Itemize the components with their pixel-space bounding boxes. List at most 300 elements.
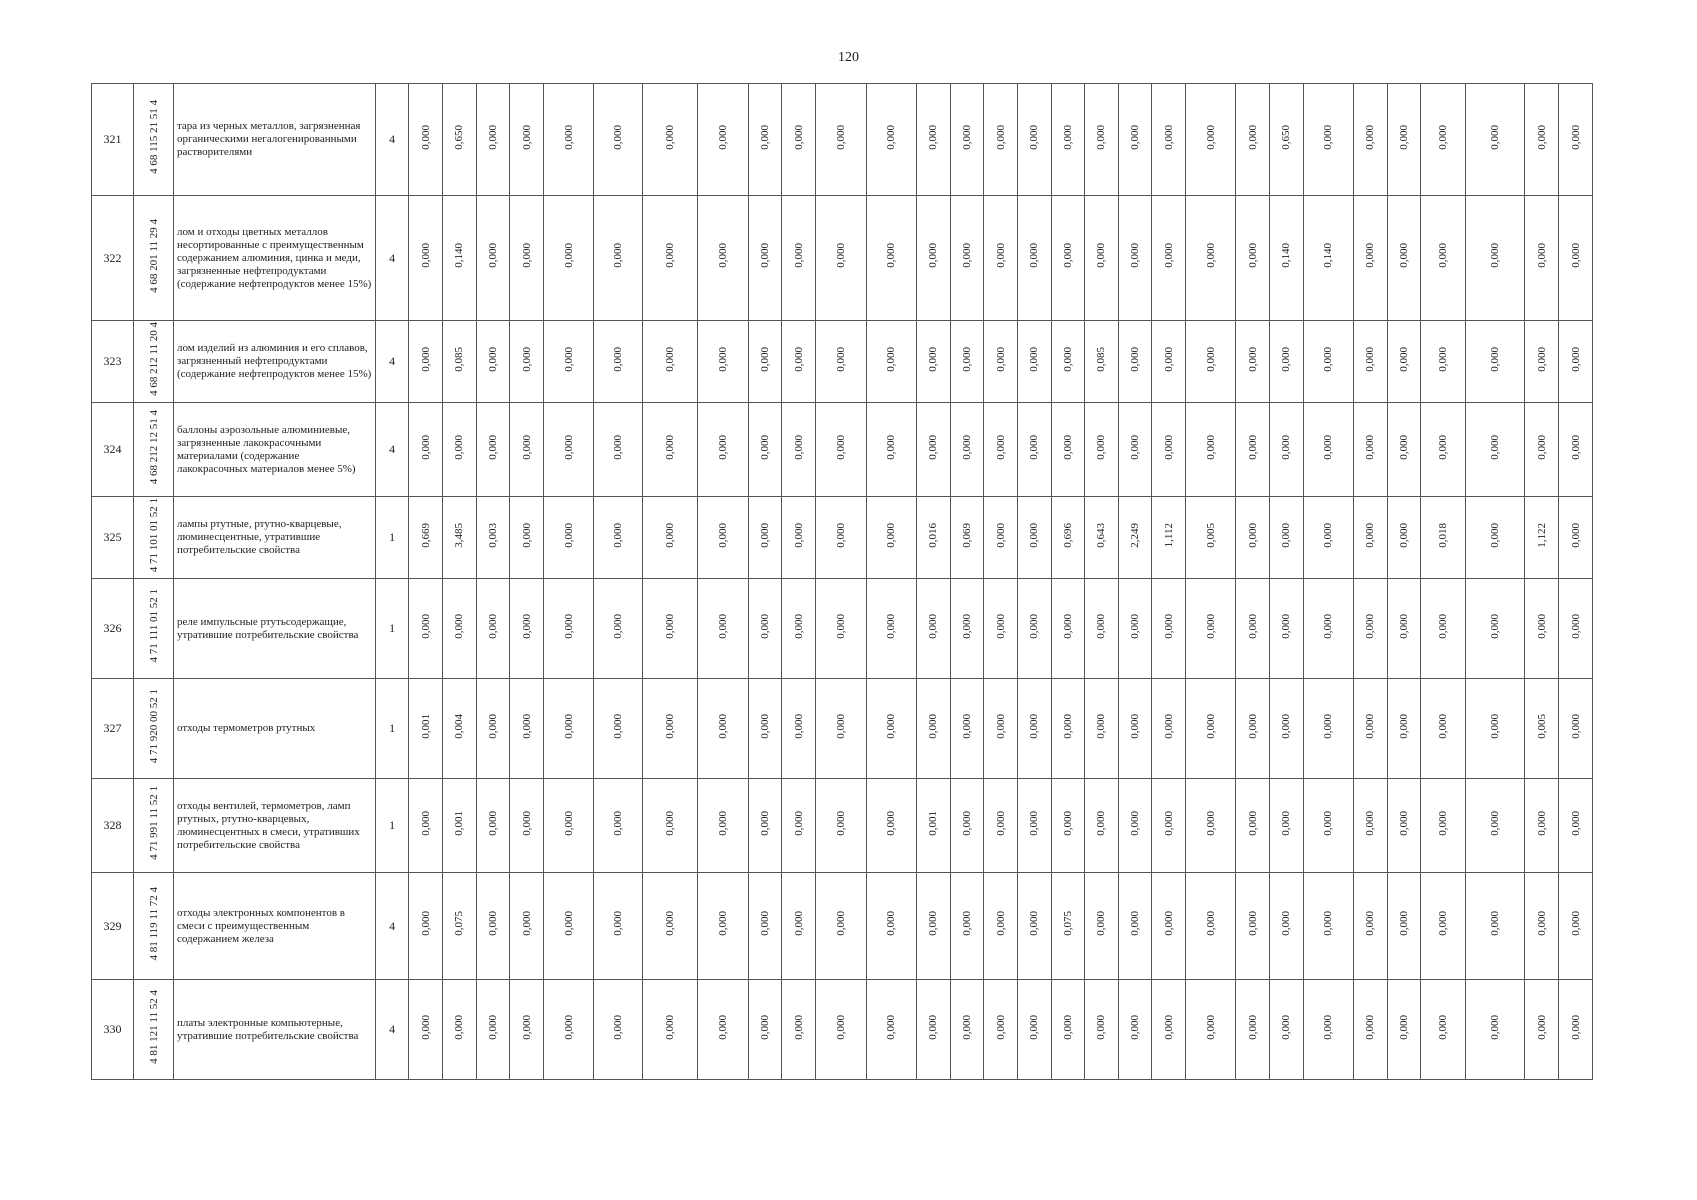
value-3-cell [476, 84, 510, 196]
value-25-cell [1354, 321, 1388, 403]
value-18-cell [1085, 980, 1119, 1080]
value-24: 0,000 [1322, 346, 1335, 372]
value-16: 0,000 [1028, 613, 1041, 639]
hazard-class: 4 [375, 403, 409, 497]
value-1-cell [409, 873, 443, 980]
value-7: 0,000 [664, 124, 677, 150]
value-5-cell [543, 873, 593, 980]
value-16: 0,000 [1028, 911, 1041, 936]
value-9-cell [748, 403, 782, 497]
value-13-cell [917, 579, 951, 679]
value-13-cell [917, 196, 951, 321]
value-7: 0,000 [664, 613, 677, 639]
value-2: 0,140 [453, 243, 466, 268]
value-27: 0,000 [1436, 346, 1449, 372]
value-7-cell [642, 497, 698, 579]
value-2-cell [443, 196, 477, 321]
value-3-cell [476, 873, 510, 980]
value-30: 0,000 [1569, 243, 1582, 268]
value-26-cell [1387, 403, 1421, 497]
value-27: 0,000 [1436, 713, 1449, 739]
value-13: 0,000 [927, 613, 940, 639]
value-19-cell [1118, 873, 1152, 980]
value-29: 0,000 [1535, 911, 1548, 936]
value-24: 0,000 [1322, 911, 1335, 936]
value-12-cell [866, 873, 916, 980]
value-21-cell [1186, 980, 1236, 1080]
value-8-cell [698, 779, 748, 873]
value-16-cell [1017, 403, 1051, 497]
value-15: 0,000 [994, 346, 1007, 372]
value-18-cell [1085, 679, 1119, 779]
value-15: 0,000 [994, 713, 1007, 739]
value-8: 0,000 [717, 613, 730, 639]
value-6: 0,000 [612, 1014, 625, 1040]
fkko-code-cell [134, 679, 174, 779]
value-11-cell [816, 497, 866, 579]
value-21: 0,000 [1204, 346, 1217, 372]
value-27: 0,000 [1436, 613, 1449, 639]
value-27-cell [1421, 321, 1465, 403]
value-9: 0,000 [759, 1014, 772, 1040]
value-8: 0,000 [717, 434, 730, 460]
value-22: 0,000 [1246, 810, 1259, 836]
value-17: 0,000 [1061, 713, 1074, 739]
value-26: 0,000 [1398, 434, 1411, 460]
row-number: 325 [92, 497, 134, 579]
value-30: 0,000 [1569, 346, 1582, 372]
value-4: 0,000 [520, 613, 533, 639]
value-10: 0,000 [792, 124, 805, 150]
fkko-code-cell [134, 497, 174, 579]
value-8: 0,000 [717, 810, 730, 836]
value-22: 0,000 [1246, 346, 1259, 372]
value-8-cell [698, 497, 748, 579]
value-23-cell [1270, 679, 1304, 779]
value-12-cell [866, 579, 916, 679]
value-24: 0,000 [1322, 1014, 1335, 1040]
value-30-cell [1559, 779, 1593, 873]
value-15-cell [984, 579, 1018, 679]
value-1: 0,000 [419, 243, 432, 268]
value-12: 0,000 [885, 243, 898, 268]
value-11-cell [816, 873, 866, 980]
value-26-cell [1387, 196, 1421, 321]
value-30: 0,000 [1569, 613, 1582, 639]
value-24-cell [1303, 403, 1353, 497]
value-9: 0,000 [759, 613, 772, 639]
fkko-code: 4 68 201 11 29 4 [147, 218, 160, 293]
value-19: 0,000 [1129, 434, 1142, 460]
value-26: 0,000 [1398, 810, 1411, 836]
value-29-cell [1525, 980, 1559, 1080]
waste-name: лампы ртутные, ртутно-кварцевые, люминесцентные, утратившие потребительские свойства [173, 497, 375, 579]
value-30-cell [1559, 196, 1593, 321]
value-9: 0,000 [759, 243, 772, 268]
value-22: 0,000 [1246, 124, 1259, 150]
value-9: 0,000 [759, 124, 772, 150]
value-27: 0,000 [1436, 1014, 1449, 1040]
value-20: 1,112 [1162, 522, 1175, 548]
value-2: 3,485 [453, 522, 466, 548]
value-5-cell [543, 980, 593, 1080]
value-24-cell [1303, 779, 1353, 873]
value-20-cell [1152, 84, 1186, 196]
value-22-cell [1236, 403, 1270, 497]
value-20-cell [1152, 497, 1186, 579]
value-7-cell [642, 321, 698, 403]
value-27: 0,000 [1436, 911, 1449, 936]
value-12-cell [866, 980, 916, 1080]
row-number: 322 [92, 196, 134, 321]
value-1: 0,001 [419, 713, 432, 739]
value-4-cell [510, 84, 544, 196]
value-18: 0,000 [1095, 124, 1108, 150]
value-29: 0,005 [1535, 713, 1548, 739]
value-5: 0,000 [562, 434, 575, 460]
value-11: 0,000 [834, 243, 847, 268]
value-18-cell [1085, 579, 1119, 679]
value-25-cell [1354, 873, 1388, 980]
value-16-cell [1017, 579, 1051, 679]
value-25-cell [1354, 579, 1388, 679]
value-18-cell [1085, 403, 1119, 497]
value-29: 1,122 [1535, 522, 1548, 548]
fkko-code: 4 68 212 12 51 4 [147, 409, 160, 485]
value-8-cell [698, 579, 748, 679]
value-7: 0,000 [664, 522, 677, 548]
value-1-cell [409, 84, 443, 196]
value-9: 0,000 [759, 713, 772, 739]
value-21: 0,000 [1204, 810, 1217, 836]
value-18: 0,000 [1095, 1014, 1108, 1040]
value-16: 0,000 [1028, 124, 1041, 150]
value-10-cell [782, 679, 816, 779]
value-27-cell [1421, 497, 1465, 579]
value-8-cell [698, 980, 748, 1080]
value-3-cell [476, 403, 510, 497]
value-15: 0,000 [994, 613, 1007, 639]
value-2-cell [443, 873, 477, 980]
value-1: 0,000 [419, 346, 432, 372]
value-22: 0,000 [1246, 613, 1259, 639]
value-11: 0,000 [834, 124, 847, 150]
value-21-cell [1186, 579, 1236, 679]
value-29: 0,000 [1535, 1014, 1548, 1040]
value-19-cell [1118, 779, 1152, 873]
value-4: 0,000 [520, 1014, 533, 1040]
value-21-cell [1186, 779, 1236, 873]
value-6: 0,000 [612, 434, 625, 460]
value-17-cell [1051, 980, 1085, 1080]
value-5: 0,000 [562, 522, 575, 548]
waste-name: тара из черных металлов, загрязненная органическими негалогенированными растворителями [173, 84, 375, 196]
value-7-cell [642, 579, 698, 679]
waste-name: отходы электронных компонентов в смеси с преимущественным содержанием железа [173, 873, 375, 980]
value-21-cell [1186, 196, 1236, 321]
value-22: 0,000 [1246, 522, 1259, 548]
hazard-class: 1 [375, 579, 409, 679]
value-3: 0,003 [486, 522, 499, 548]
value-30-cell [1559, 403, 1593, 497]
value-16-cell [1017, 497, 1051, 579]
value-14-cell [950, 980, 984, 1080]
value-29-cell [1525, 84, 1559, 196]
value-11-cell [816, 779, 866, 873]
value-1-cell [409, 497, 443, 579]
value-28: 0,000 [1489, 243, 1502, 268]
value-13: 0,000 [927, 713, 940, 739]
value-11: 0,000 [834, 346, 847, 372]
value-2: 0,001 [453, 810, 466, 836]
value-13: 0,000 [927, 346, 940, 372]
value-28-cell [1465, 321, 1525, 403]
table-row [92, 84, 1593, 196]
value-23: 0,000 [1280, 346, 1293, 372]
value-3-cell [476, 497, 510, 579]
value-18: 0,000 [1095, 713, 1108, 739]
value-7: 0,000 [664, 243, 677, 268]
row-number: 330 [92, 980, 134, 1080]
value-2: 0,075 [453, 911, 466, 936]
value-17-cell [1051, 579, 1085, 679]
value-2: 0,650 [453, 124, 466, 150]
value-11-cell [816, 679, 866, 779]
value-25: 0,000 [1364, 346, 1377, 372]
value-16-cell [1017, 84, 1051, 196]
fkko-code: 4 71 920 00 52 1 [147, 688, 160, 764]
value-3: 0,000 [486, 713, 499, 739]
value-20: 0,000 [1162, 810, 1175, 836]
value-29: 0,000 [1535, 124, 1548, 150]
value-1-cell [409, 980, 443, 1080]
value-22-cell [1236, 779, 1270, 873]
value-24-cell [1303, 497, 1353, 579]
value-4: 0,000 [520, 911, 533, 936]
value-30: 0,000 [1569, 713, 1582, 739]
value-18-cell [1085, 196, 1119, 321]
value-8: 0,000 [717, 522, 730, 548]
value-6: 0,000 [612, 810, 625, 836]
value-4: 0,000 [520, 243, 533, 268]
value-27: 0,018 [1436, 522, 1449, 548]
value-10-cell [782, 579, 816, 679]
table-row [92, 403, 1593, 497]
value-6: 0,000 [612, 713, 625, 739]
value-24-cell [1303, 321, 1353, 403]
value-9: 0,000 [759, 810, 772, 836]
value-21: 0,005 [1204, 522, 1217, 548]
value-16: 0,000 [1028, 346, 1041, 372]
value-24-cell [1303, 196, 1353, 321]
value-15: 0,000 [994, 124, 1007, 150]
value-18: 0,000 [1095, 911, 1108, 936]
value-8: 0,000 [717, 346, 730, 372]
value-9: 0,000 [759, 434, 772, 460]
value-15-cell [984, 679, 1018, 779]
value-21-cell [1186, 403, 1236, 497]
waste-table [91, 83, 1593, 1080]
value-6: 0,000 [612, 613, 625, 639]
value-6-cell [594, 980, 642, 1080]
value-13-cell [917, 679, 951, 779]
value-22-cell [1236, 980, 1270, 1080]
value-25: 0,000 [1364, 522, 1377, 548]
value-14-cell [950, 779, 984, 873]
value-17: 0,000 [1061, 124, 1074, 150]
value-25: 0,000 [1364, 810, 1377, 836]
value-28-cell [1465, 873, 1525, 980]
value-30-cell [1559, 497, 1593, 579]
value-9: 0,000 [759, 522, 772, 548]
value-29-cell [1525, 679, 1559, 779]
value-4-cell [510, 679, 544, 779]
value-10-cell [782, 873, 816, 980]
value-5: 0,000 [562, 810, 575, 836]
value-26-cell [1387, 497, 1421, 579]
value-8-cell [698, 196, 748, 321]
value-20-cell [1152, 779, 1186, 873]
value-18-cell [1085, 321, 1119, 403]
value-28-cell [1465, 84, 1525, 196]
value-3: 0,000 [486, 810, 499, 836]
value-2-cell [443, 84, 477, 196]
value-6-cell [594, 579, 642, 679]
value-13: 0,000 [927, 434, 940, 460]
value-26: 0,000 [1398, 911, 1411, 936]
value-11-cell [816, 196, 866, 321]
value-6: 0,000 [612, 346, 625, 372]
value-5-cell [543, 497, 593, 579]
value-28-cell [1465, 579, 1525, 679]
value-23: 0,000 [1280, 1014, 1293, 1040]
fkko-code: 4 68 115 21 51 4 [147, 100, 160, 174]
value-13-cell [917, 779, 951, 873]
value-7-cell [642, 84, 698, 196]
value-23: 0,000 [1280, 810, 1293, 836]
value-19: 2,249 [1129, 522, 1142, 548]
value-21: 0,000 [1204, 124, 1217, 150]
value-16: 0,000 [1028, 713, 1041, 739]
value-28: 0,000 [1489, 810, 1502, 836]
value-17-cell [1051, 321, 1085, 403]
waste-name: платы электронные компьютерные, утратившие потребительские свойства [173, 980, 375, 1080]
value-8: 0,000 [717, 243, 730, 268]
value-3: 0,000 [486, 613, 499, 639]
value-6-cell [594, 321, 642, 403]
value-17: 0,000 [1061, 243, 1074, 268]
value-17: 0,000 [1061, 1014, 1074, 1040]
waste-name: лом изделий из алюминия и его сплавов, загрязненный нефтепродуктами (содержание нефтепродуктов менее 15%) [173, 321, 375, 403]
value-2-cell [443, 579, 477, 679]
value-9-cell [748, 980, 782, 1080]
value-10: 0,000 [792, 911, 805, 936]
value-28: 0,000 [1489, 346, 1502, 372]
value-1: 0,000 [419, 810, 432, 836]
value-12: 0,000 [885, 613, 898, 639]
value-23-cell [1270, 873, 1304, 980]
value-9-cell [748, 779, 782, 873]
table-row [92, 679, 1593, 779]
value-25: 0,000 [1364, 1014, 1377, 1040]
value-10-cell [782, 196, 816, 321]
value-5-cell [543, 321, 593, 403]
value-24: 0,000 [1322, 522, 1335, 548]
hazard-class: 1 [375, 679, 409, 779]
value-13-cell [917, 497, 951, 579]
value-5-cell [543, 196, 593, 321]
value-1-cell [409, 679, 443, 779]
value-23-cell [1270, 321, 1304, 403]
value-17-cell [1051, 497, 1085, 579]
value-28: 0,000 [1489, 522, 1502, 548]
value-16: 0,000 [1028, 810, 1041, 836]
value-18: 0,085 [1095, 346, 1108, 372]
row-number: 328 [92, 779, 134, 873]
value-4-cell [510, 779, 544, 873]
value-17-cell [1051, 779, 1085, 873]
value-6-cell [594, 403, 642, 497]
value-25-cell [1354, 497, 1388, 579]
value-20-cell [1152, 873, 1186, 980]
row-number: 323 [92, 321, 134, 403]
value-27-cell [1421, 579, 1465, 679]
value-7-cell [642, 679, 698, 779]
value-23-cell [1270, 497, 1304, 579]
value-24: 0,000 [1322, 124, 1335, 150]
value-22-cell [1236, 873, 1270, 980]
value-14: 0,000 [960, 911, 973, 936]
value-19-cell [1118, 403, 1152, 497]
value-3-cell [476, 779, 510, 873]
value-14-cell [950, 579, 984, 679]
value-14: 0,000 [960, 124, 973, 150]
value-26-cell [1387, 873, 1421, 980]
value-25-cell [1354, 779, 1388, 873]
waste-name: отходы вентилей, термометров, ламп ртутных, ртутно-кварцевых, люминесцентных в смеси, утративших потребительские свойства [173, 779, 375, 873]
value-24: 0,000 [1322, 713, 1335, 739]
value-12: 0,000 [885, 346, 898, 372]
row-number: 324 [92, 403, 134, 497]
value-25-cell [1354, 679, 1388, 779]
value-19: 0,000 [1129, 243, 1142, 268]
value-8: 0,000 [717, 713, 730, 739]
value-18: 0,643 [1095, 522, 1108, 548]
value-22-cell [1236, 196, 1270, 321]
fkko-code: 4 71 111 01 52 1 [147, 589, 160, 663]
value-19: 0,000 [1129, 613, 1142, 639]
value-6-cell [594, 497, 642, 579]
page-number: 120 [838, 50, 859, 65]
value-30-cell [1559, 84, 1593, 196]
row-number: 326 [92, 579, 134, 679]
value-14: 0,000 [960, 243, 973, 268]
value-2-cell [443, 980, 477, 1080]
value-13: 0,000 [927, 911, 940, 936]
value-26: 0,000 [1398, 713, 1411, 739]
value-3: 0,000 [486, 124, 499, 150]
value-3: 0,000 [486, 243, 499, 268]
value-20: 0,000 [1162, 713, 1175, 739]
value-30-cell [1559, 579, 1593, 679]
value-11: 0,000 [834, 613, 847, 639]
value-19: 0,000 [1129, 346, 1142, 372]
value-1-cell [409, 403, 443, 497]
value-2: 0,000 [453, 434, 466, 460]
value-21: 0,000 [1204, 613, 1217, 639]
value-26: 0,000 [1398, 346, 1411, 372]
hazard-class: 4 [375, 321, 409, 403]
